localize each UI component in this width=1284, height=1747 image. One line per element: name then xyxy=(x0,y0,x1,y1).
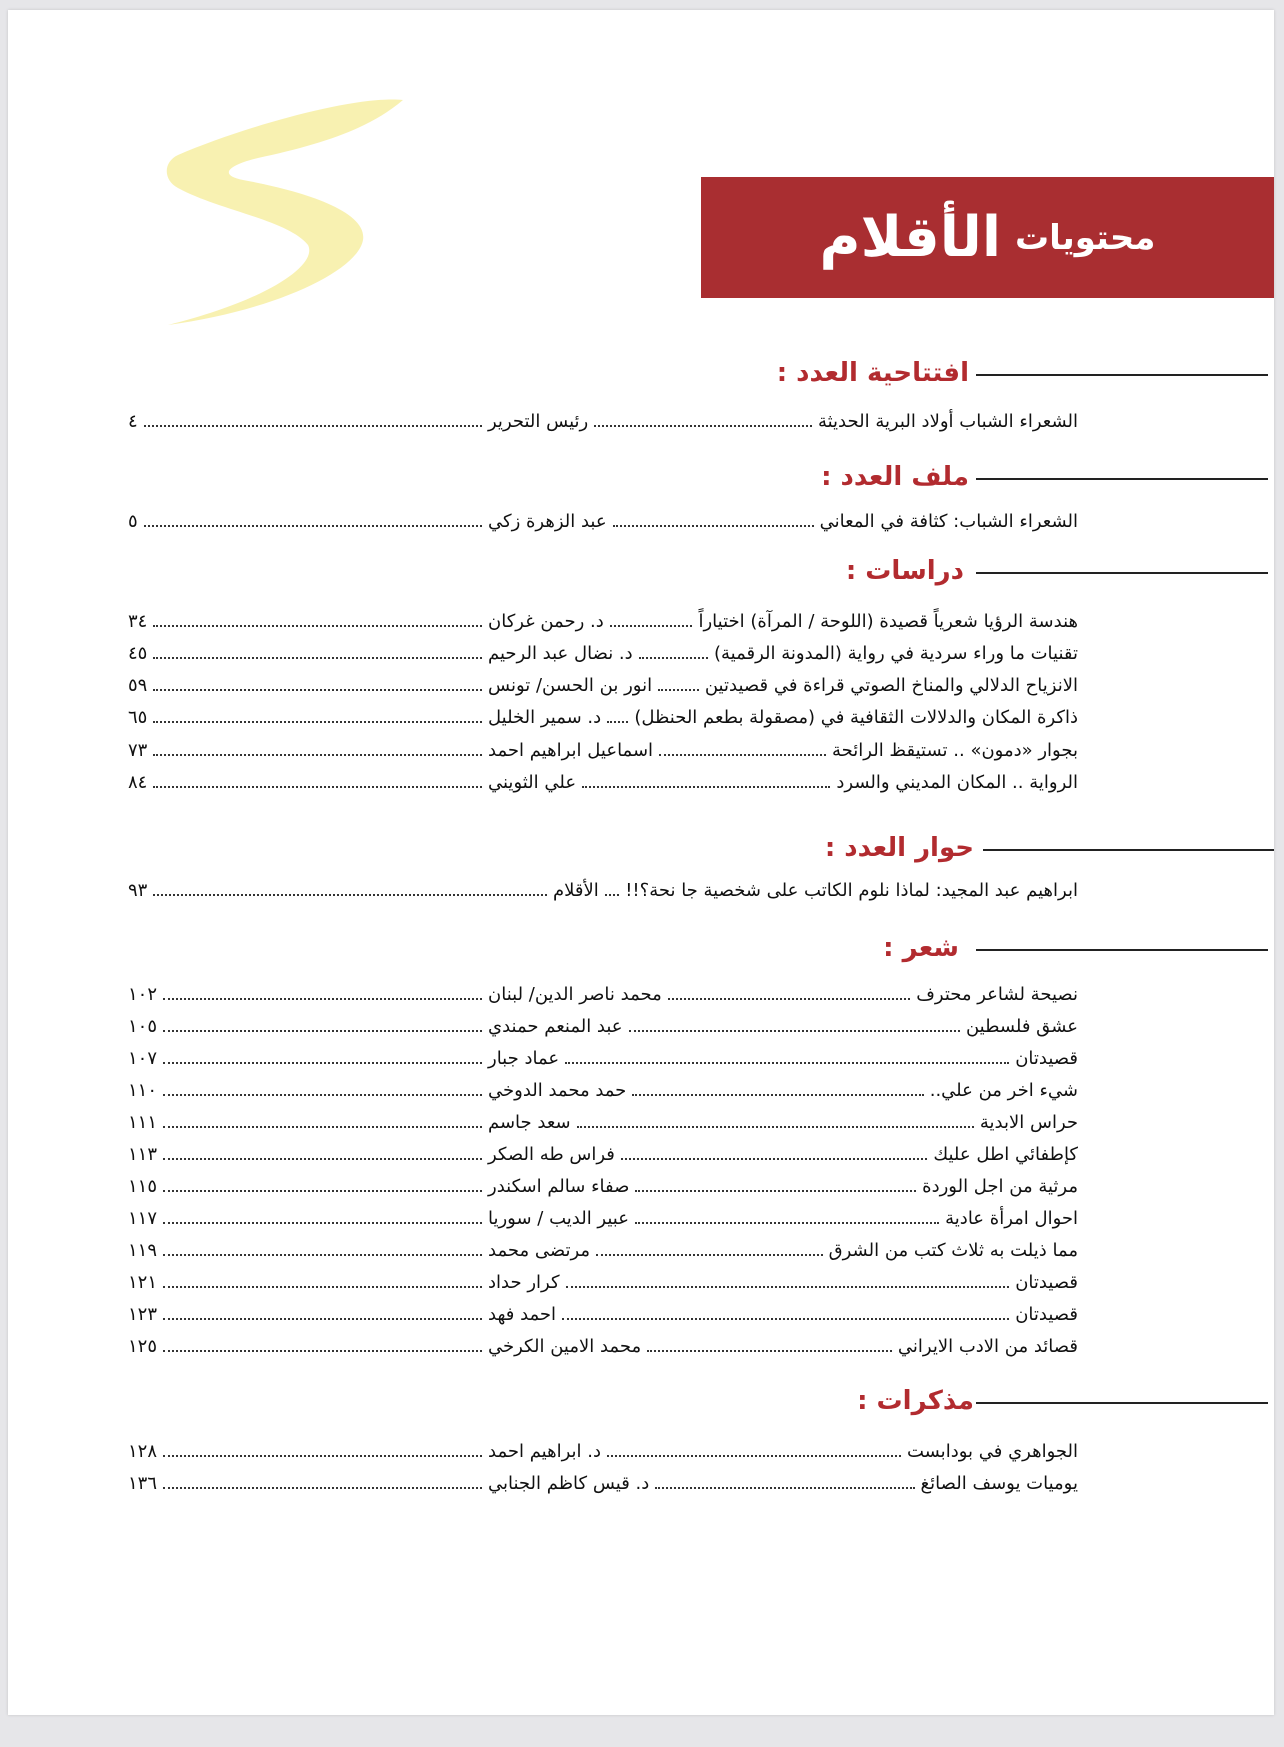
dot-leader xyxy=(163,998,482,1000)
toc-entry[interactable] xyxy=(128,1012,1078,1042)
entry-author: رئيس التحرير xyxy=(488,411,589,432)
entry-title: الجواهري في بودابست xyxy=(906,1441,1078,1462)
section-title: افتتاحية العدد : xyxy=(776,358,969,388)
entry-title: الانزياح الدلالي والمناخ الصوتي قراءة في قصيدتين xyxy=(704,675,1078,696)
entry-author: فراس طه الصكر xyxy=(488,1144,615,1165)
entry-author: احمد فهد xyxy=(488,1304,557,1325)
toc-entry[interactable] xyxy=(128,1300,1078,1330)
dot-leader xyxy=(163,1286,482,1288)
entry-page-number: ١١٥ xyxy=(128,1176,158,1197)
entry-page-number: ١٢٥ xyxy=(128,1336,158,1357)
banner-brand-title: الأقلام xyxy=(819,205,1002,270)
toc-entry[interactable] xyxy=(128,736,1078,766)
entry-title: قصيدتان xyxy=(1015,1272,1078,1293)
section-title: ملف العدد : xyxy=(821,462,969,492)
section-rule xyxy=(976,949,1268,951)
entry-page-number: ٧٣ xyxy=(128,740,148,761)
entry-author: صفاء سالم اسكندر xyxy=(488,1176,630,1197)
dot-leader xyxy=(153,786,482,788)
dot-leader xyxy=(163,1190,482,1192)
section-title: مذكرات : xyxy=(857,1386,974,1416)
entry-page-number: ١٢٨ xyxy=(128,1441,158,1462)
entry-title: احوال امرأة عادية xyxy=(945,1208,1078,1229)
toc-entry[interactable] xyxy=(128,703,1078,733)
entry-page-number: ١١٠ xyxy=(128,1080,158,1101)
entry-title: نصيحة لشاعر محترف xyxy=(916,984,1078,1005)
dot-leader xyxy=(659,754,826,756)
section-rule xyxy=(976,1402,1268,1404)
section-title: حوار العدد : xyxy=(824,833,974,863)
toc-entry[interactable] xyxy=(128,1108,1078,1138)
entry-author: اسماعيل ابراهيم احمد xyxy=(488,740,654,761)
dot-leader xyxy=(163,1455,482,1457)
toc-entry[interactable] xyxy=(128,1469,1078,1499)
dot-leader xyxy=(639,657,708,659)
dot-leader xyxy=(163,1094,482,1096)
section-title: دراسات : xyxy=(845,556,964,586)
entry-title: يوميات يوسف الصائغ xyxy=(920,1473,1078,1494)
entry-page-number: ١٠٥ xyxy=(128,1016,158,1037)
dot-leader xyxy=(610,625,693,627)
entry-title: ذاكرة المكان والدلالات الثقافية في (مصقولة بطعم الحنظل) xyxy=(634,707,1078,728)
toc-entry[interactable] xyxy=(128,1332,1078,1362)
entry-page-number: ١١٩ xyxy=(128,1240,158,1261)
toc-entry[interactable] xyxy=(128,1172,1078,1202)
entry-page-number: ١٢٣ xyxy=(128,1304,158,1325)
entry-author: علي الثويني xyxy=(488,772,577,793)
banner-contents-word: محتويات xyxy=(1015,217,1156,258)
section-heading-editorial xyxy=(8,353,1274,393)
dot-leader xyxy=(163,1030,482,1032)
entry-page-number: ١١٧ xyxy=(128,1208,158,1229)
toc-entry[interactable] xyxy=(128,1076,1078,1106)
entry-author: عماد جبار xyxy=(488,1048,560,1069)
dot-leader xyxy=(594,425,812,427)
dot-leader xyxy=(566,1286,1010,1288)
entry-page-number: ٨٤ xyxy=(128,772,148,793)
toc-entry[interactable] xyxy=(128,639,1078,669)
dot-leader xyxy=(658,689,699,691)
dot-leader xyxy=(607,721,628,723)
section-title: شعر : xyxy=(883,933,959,963)
dot-leader xyxy=(647,1350,892,1352)
dot-leader xyxy=(668,998,910,1000)
toc-entry[interactable] xyxy=(128,1437,1078,1467)
toc-entry[interactable] xyxy=(128,1044,1078,1074)
entry-title: قصيدتان xyxy=(1015,1048,1078,1069)
entry-title: حراس الابدية xyxy=(979,1112,1078,1133)
entry-author: د. سمير الخليل xyxy=(488,707,602,728)
entry-author: د. ابراهيم احمد xyxy=(488,1441,602,1462)
dot-leader xyxy=(153,657,482,659)
section-rule xyxy=(976,374,1268,376)
entry-page-number: ٥ xyxy=(128,511,138,532)
entry-title: كإطفائي اطل عليك xyxy=(933,1144,1078,1165)
dot-leader xyxy=(163,1158,482,1160)
section-heading-memoirs xyxy=(8,1381,1274,1421)
entry-author: محمد ناصر الدين/ لبنان xyxy=(488,984,662,1005)
magazine-logo-mark xyxy=(158,70,458,370)
dot-leader xyxy=(635,1190,916,1192)
contents-banner xyxy=(701,177,1274,298)
section-rule xyxy=(976,478,1268,480)
entry-page-number: ١٢١ xyxy=(128,1272,158,1293)
toc-entry[interactable] xyxy=(128,607,1078,637)
entry-author: حمد محمد الدوخي xyxy=(488,1080,627,1101)
dot-leader xyxy=(163,1062,482,1064)
section-rule xyxy=(983,849,1274,851)
dot-leader xyxy=(565,1062,1009,1064)
entry-title: مما ذيلت به ثلاث كتب من الشرق xyxy=(828,1240,1078,1261)
dot-leader xyxy=(562,1318,1009,1320)
dot-leader xyxy=(613,525,814,527)
entry-page-number: ١١٣ xyxy=(128,1144,158,1165)
entry-author: محمد الامين الكرخي xyxy=(488,1336,642,1357)
entry-title: هندسة الرؤيا شعرياً قصيدة (اللوحة / المرآة) اختياراً xyxy=(698,611,1078,632)
entry-title: شيء اخر من علي.. xyxy=(929,1080,1078,1101)
dot-leader xyxy=(163,1350,482,1352)
entry-page-number: ١٣٦ xyxy=(128,1473,158,1494)
entry-page-number: ١٠٧ xyxy=(128,1048,158,1069)
toc-entry[interactable] xyxy=(128,1268,1078,1298)
entry-author: الأقلام xyxy=(553,880,599,901)
dot-leader xyxy=(632,1094,923,1096)
toc-entry[interactable] xyxy=(128,1236,1078,1266)
dot-leader xyxy=(153,754,482,756)
dot-leader xyxy=(153,894,547,896)
entry-title: الشعراء الشباب: كثافة في المعاني xyxy=(819,511,1078,532)
entry-author: عبد المنعم حمندي xyxy=(488,1016,623,1037)
entry-page-number: ١١١ xyxy=(128,1112,158,1133)
entry-page-number: ٤ xyxy=(128,411,138,432)
entry-author: عبد الزهرة زكي xyxy=(488,511,607,532)
entry-title: الشعراء الشباب أولاد البرية الحديثة xyxy=(817,411,1078,432)
entry-page-number: ٩٣ xyxy=(128,880,148,901)
toc-entry[interactable] xyxy=(128,876,1078,906)
dot-leader xyxy=(144,525,482,527)
entry-author: سعد جاسم xyxy=(488,1112,571,1133)
entry-title: عشق فلسطين xyxy=(965,1016,1078,1037)
dot-leader xyxy=(163,1222,482,1224)
toc-entry[interactable] xyxy=(128,407,1078,437)
dot-leader xyxy=(163,1318,482,1320)
dot-leader xyxy=(596,1254,823,1256)
toc-entry[interactable] xyxy=(128,1204,1078,1234)
entry-author: د. نضال عبد الرحيم xyxy=(488,643,633,664)
section-heading-poetry xyxy=(8,928,1274,968)
toc-entry[interactable] xyxy=(128,507,1078,537)
toc-entry[interactable] xyxy=(128,1140,1078,1170)
entry-page-number: ٥٩ xyxy=(128,675,148,696)
dot-leader xyxy=(153,721,482,723)
dot-leader xyxy=(163,1126,482,1128)
dot-leader xyxy=(607,1455,901,1457)
entry-page-number: ٤٥ xyxy=(128,643,148,664)
dot-leader xyxy=(163,1254,482,1256)
logo-swoosh-shape xyxy=(167,99,403,325)
entry-page-number: ٣٤ xyxy=(128,611,148,632)
entry-page-number: ٦٥ xyxy=(128,707,148,728)
section-rule xyxy=(976,572,1268,574)
section-heading-studies xyxy=(8,551,1274,591)
entry-author: انور بن الحسن/ تونس xyxy=(488,675,653,696)
entry-title: تقنيات ما وراء سردية في رواية (المدونة الرقمية) xyxy=(713,643,1078,664)
dot-leader xyxy=(153,625,482,627)
dot-leader xyxy=(144,425,482,427)
entry-title: قصيدتان xyxy=(1015,1304,1078,1325)
entry-title: مرثية من اجل الوردة xyxy=(922,1176,1078,1197)
dot-leader xyxy=(153,689,482,691)
dot-leader xyxy=(605,894,619,896)
toc-entry[interactable] xyxy=(128,671,1078,701)
entry-author: عبير الديب / سوريا xyxy=(488,1208,629,1229)
dot-leader xyxy=(163,1487,482,1489)
section-heading-issue-file xyxy=(8,457,1274,497)
entry-author: د. قيس كاظم الجنابي xyxy=(488,1473,650,1494)
entry-author: كرار حداد xyxy=(488,1272,560,1293)
dot-leader xyxy=(629,1030,960,1032)
dot-leader xyxy=(655,1487,914,1489)
section-heading-interview xyxy=(8,828,1274,868)
entry-title: قصائد من الادب الايراني xyxy=(897,1336,1078,1357)
contents-page xyxy=(8,10,1274,1715)
entry-author: مرتضى محمد xyxy=(488,1240,591,1261)
entry-title: الرواية .. المكان المديني والسرد xyxy=(836,772,1078,793)
toc-entry[interactable] xyxy=(128,768,1078,798)
dot-leader xyxy=(621,1158,927,1160)
entry-title: ابراهيم عبد المجيد: لماذا نلوم الكاتب على شخصية جا نحة؟!! xyxy=(625,880,1078,901)
dot-leader xyxy=(635,1222,939,1224)
entry-page-number: ١٠٢ xyxy=(128,984,158,1005)
dot-leader xyxy=(577,1126,974,1128)
entry-title: بجوار «دمون» .. تستيقظ الرائحة xyxy=(832,740,1078,761)
toc-entry[interactable] xyxy=(128,980,1078,1010)
entry-author: د. رحمن غركان xyxy=(488,611,604,632)
dot-leader xyxy=(582,786,830,788)
